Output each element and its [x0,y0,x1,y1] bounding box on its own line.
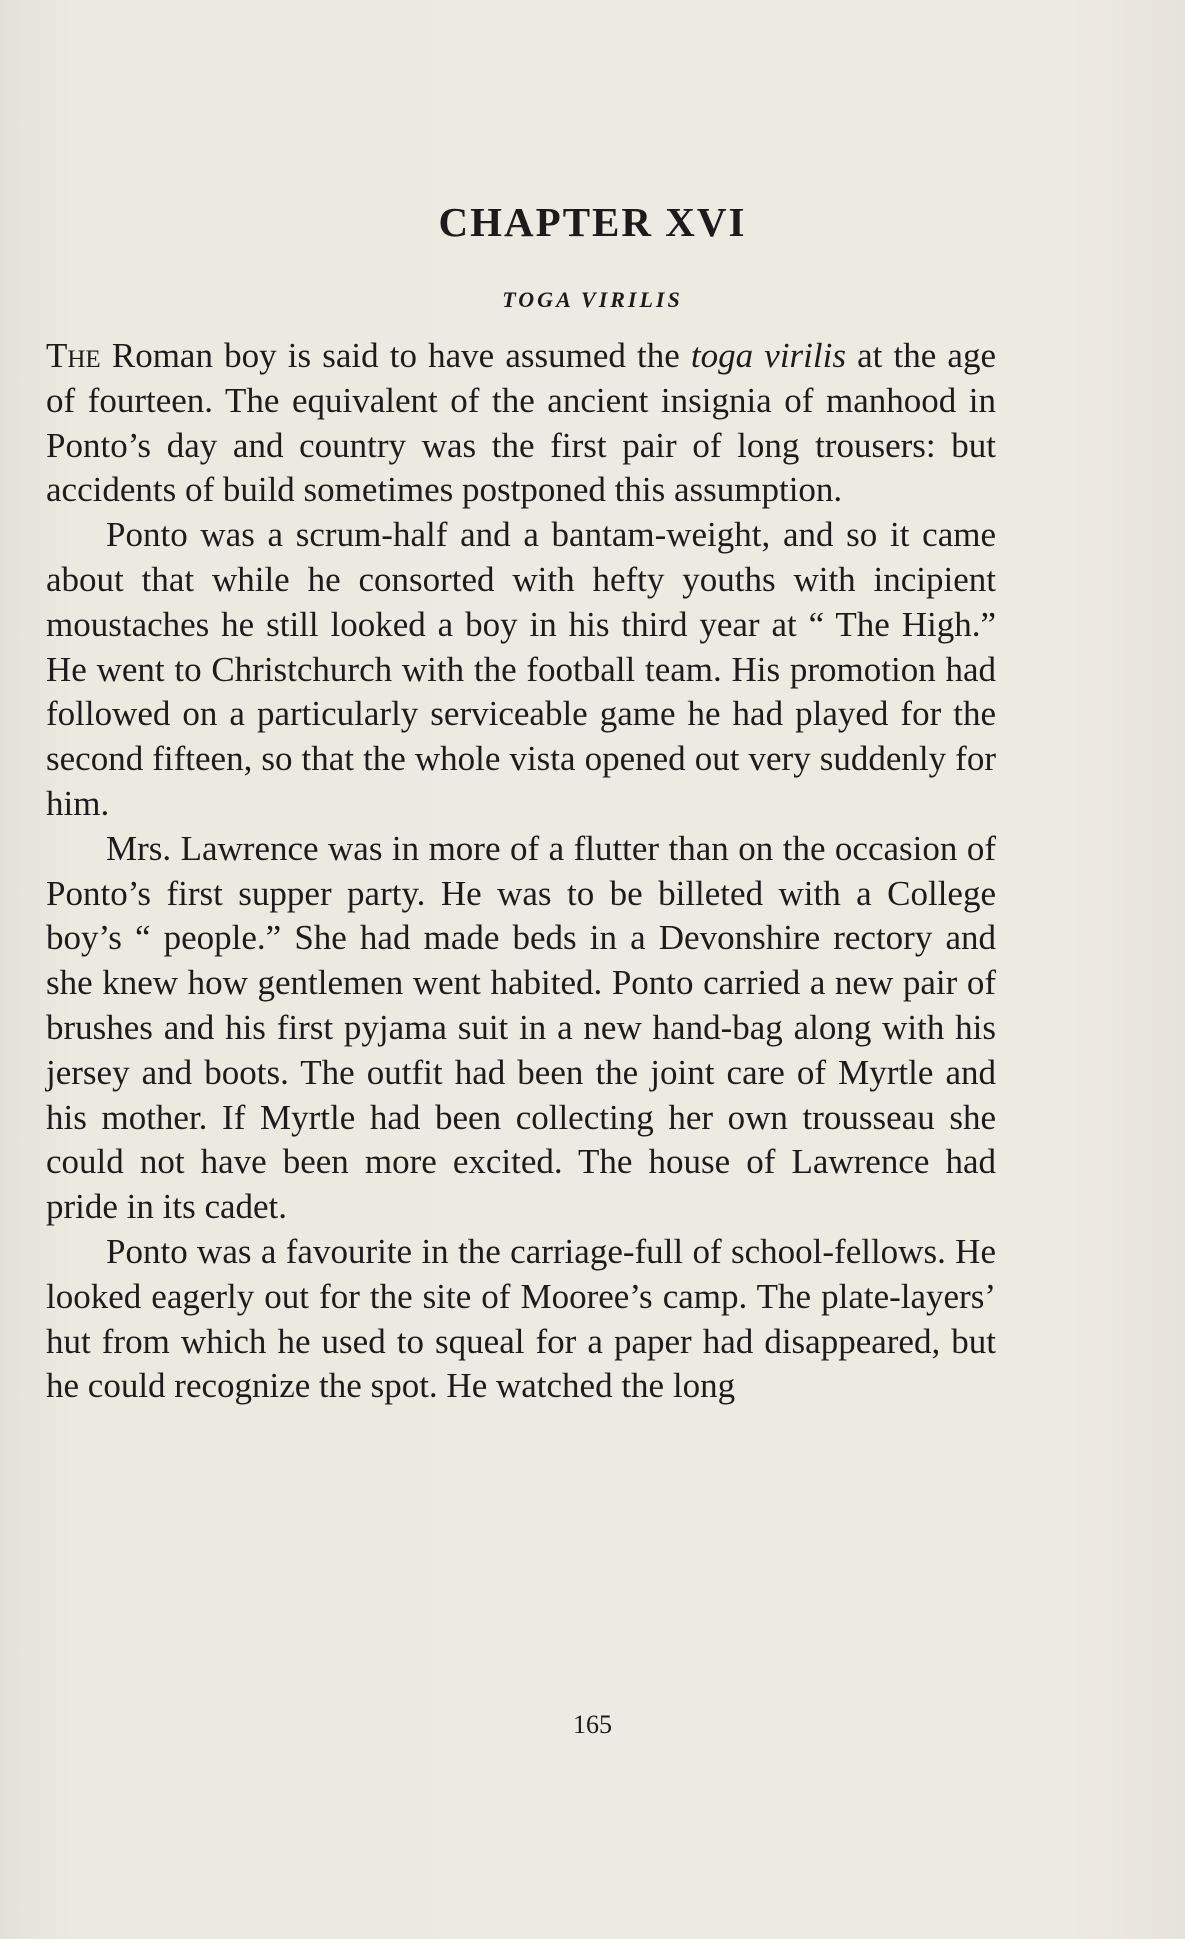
paragraph-1-text-b: at the age of fourteen. The equivalent of the ancient insignia of manhood in Ponto’s day and country was the first pair of long trousers: but accidents of build sometimes postponed this assumption. [46,336,996,510]
paragraph-2: Ponto was a scrum-half and a bantam-weight, and so it came about that while he consorted with hefty youths with incipient moustaches he still looked a boy in his third year at “ The High.” He went to Christchurch with the football team. His promotion had followed on a particularly serviceable game he had played for the second fifteen, so that the whole vista opened out very suddenly for him. [46,515,996,823]
page-number: 165 [573,1710,612,1739]
paragraph-1 [46,334,996,513]
chapter-title: CHAPTER XVI [438,199,747,245]
paragraph-3: Mrs. Lawrence was in more of a flutter than on the occasion of Ponto’s first supper party. He was to be billeted with a College boy’s “ people.” She had made beds in a Devonshire rectory and she knew how gentlemen went habited. Ponto carried a new pair of brushes and his first pyjama suit in a new hand-bag along with his jersey and boots. The outfit had been the joint care of Myrtle and his mother. If Myrtle had been collecting her own trousseau she could not have been more excited. The house of Lawrence had pride in its cadet. [46,828,996,1227]
chapter-body [46,334,996,1409]
drop-lead-word: The [46,336,101,375]
chapter-subtitle: TOGA VIRILIS [502,287,683,312]
paragraph-4: Ponto was a favourite in the carriage-full of school-fellows. He looked eagerly out for the site of Mooree’s camp. The plate-layers’ hut from which he used to squeal for a paper had disappeared, but he could recognize the spot. He watched the long [46,1231,996,1406]
paragraph-1-text-a: Roman boy is said to have assumed the [100,336,691,375]
paragraph-1-italic-phrase: toga virilis [690,336,846,375]
